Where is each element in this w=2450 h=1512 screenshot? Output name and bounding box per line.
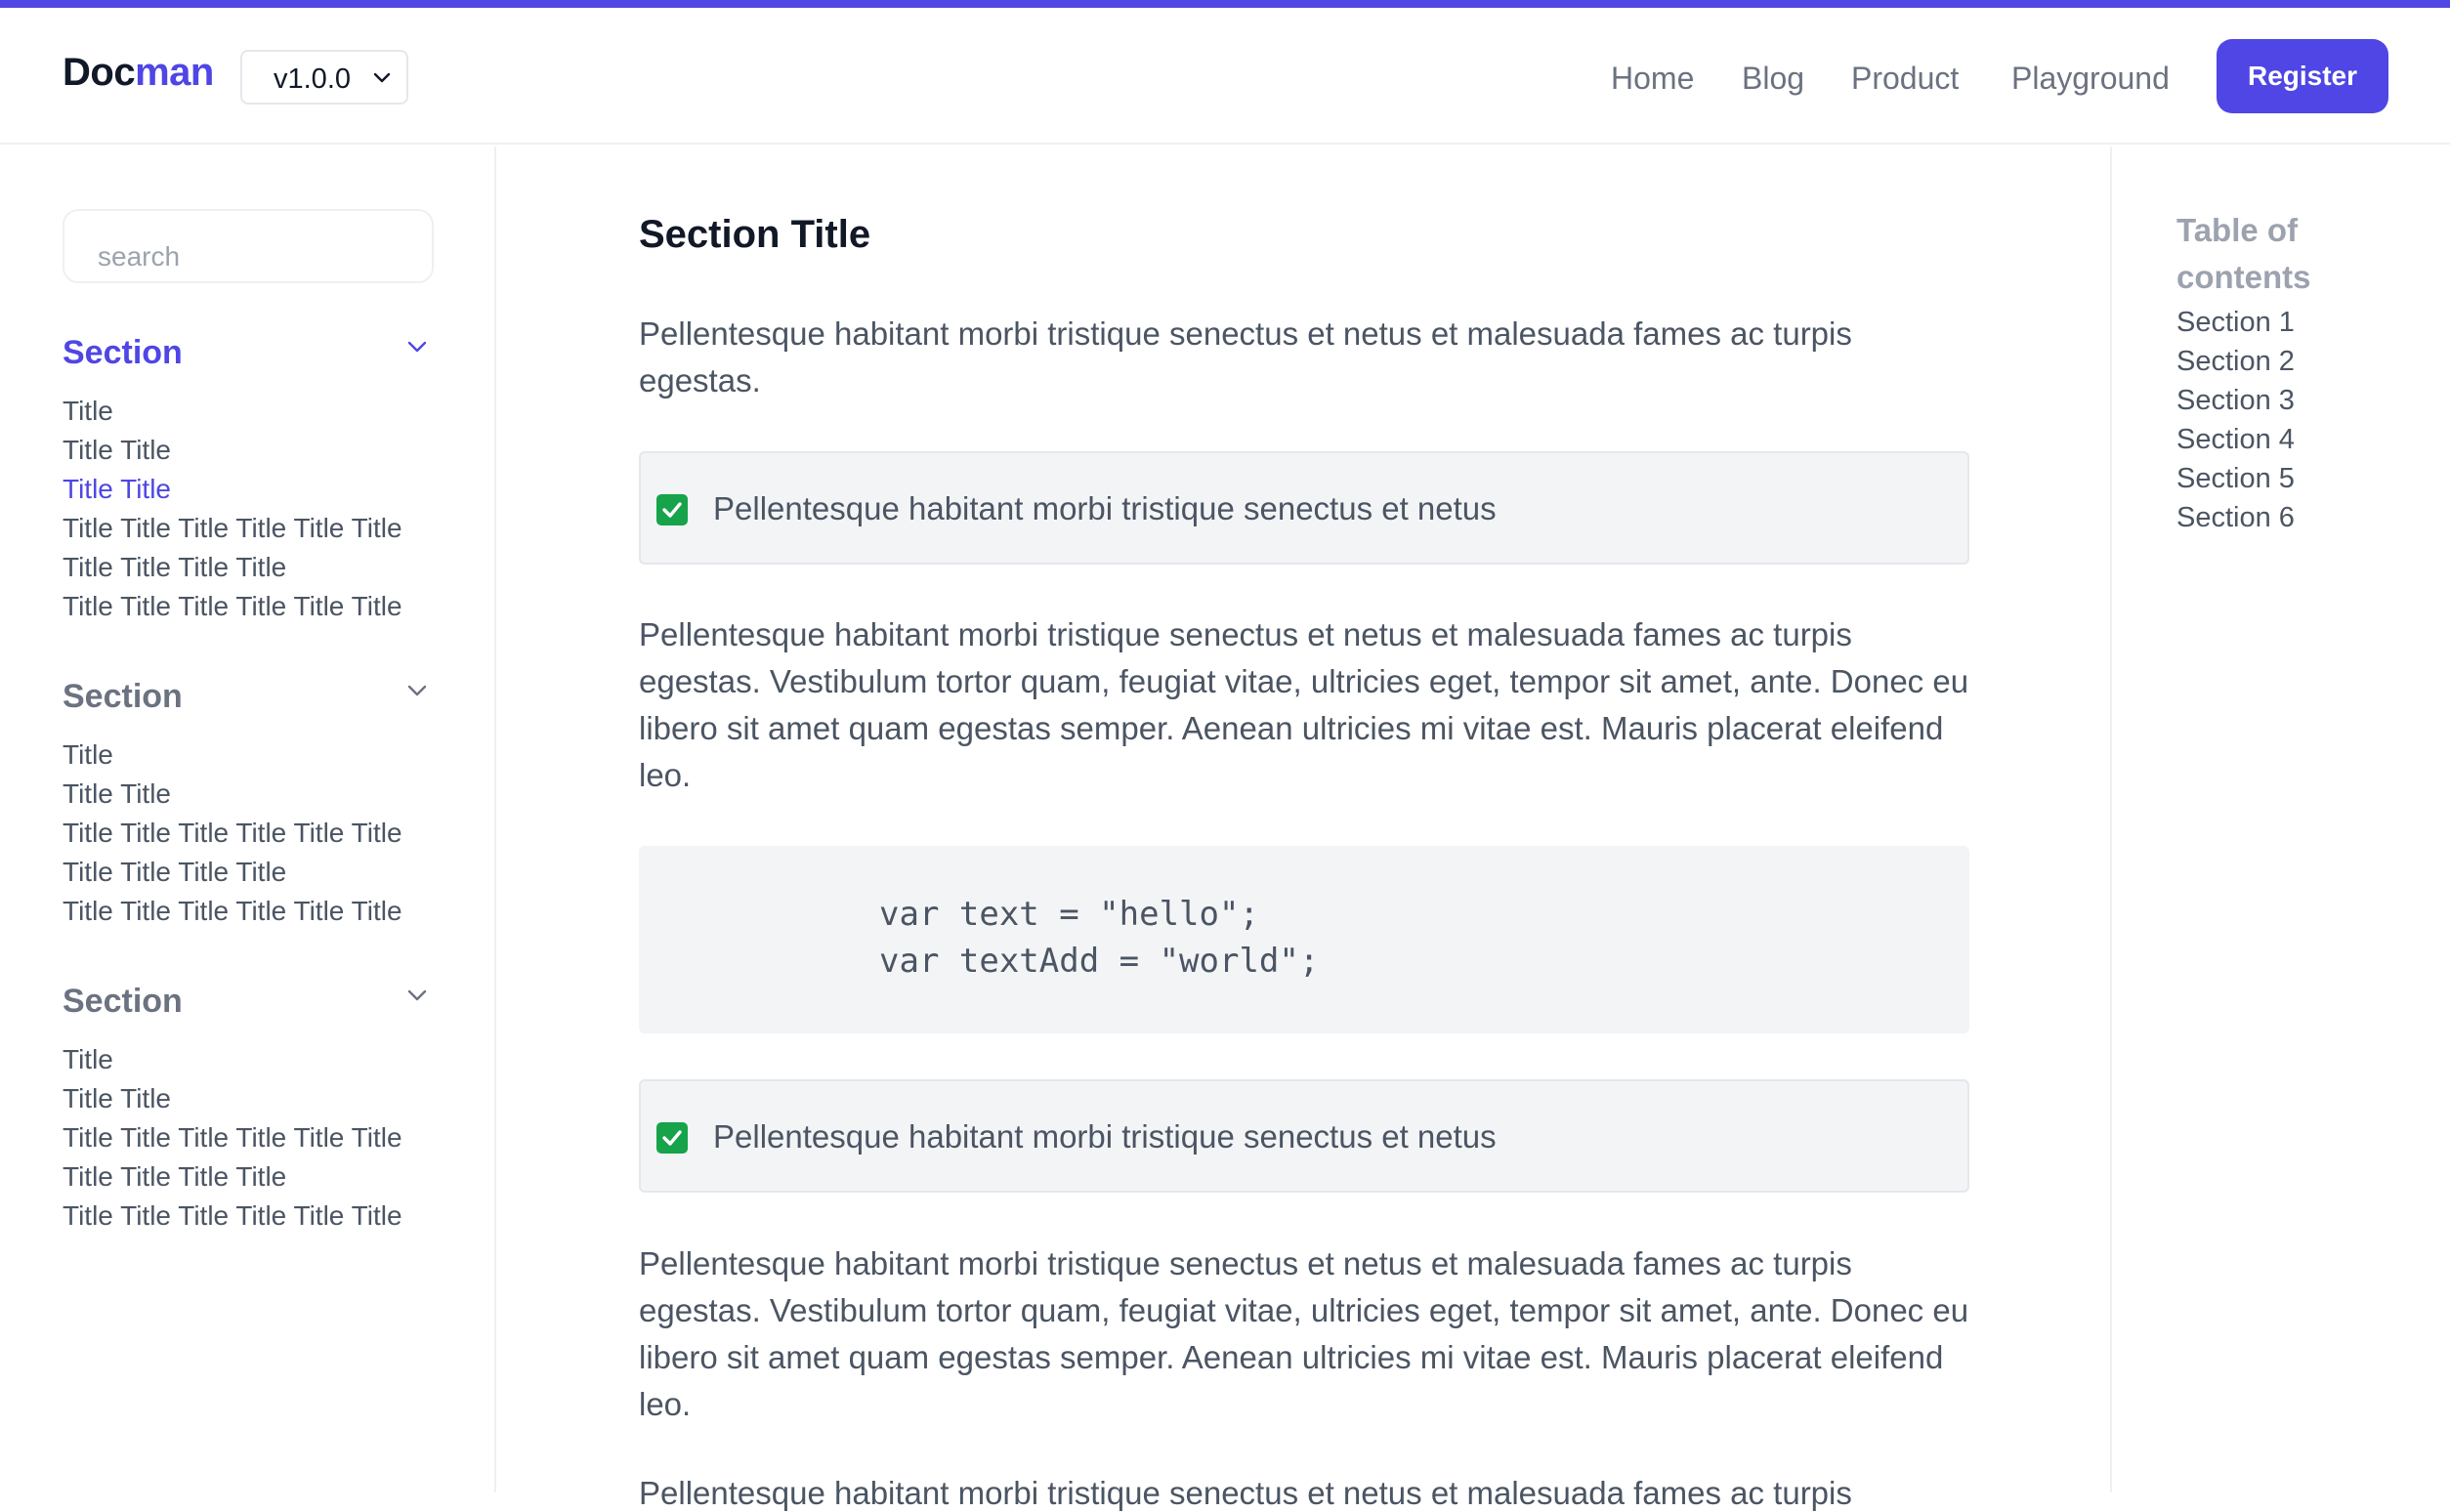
logo[interactable]	[63, 51, 214, 95]
search-input[interactable]	[63, 209, 434, 283]
sidebar-item[interactable]: Title	[63, 396, 113, 426]
body-paragraph-partial: Pellentesque habitant morbi tristique senectus et netus et malesuada fames ac turpis	[639, 1475, 1852, 1511]
toc-item-section-6[interactable]: Section 6	[2176, 502, 2295, 533]
sidebar-item[interactable]: Title Title Title Title	[63, 857, 287, 887]
intro-paragraph: Pellentesque habitant morbi tristique senectus et netus et malesuada fames ac turpis egestas.	[639, 315, 1852, 399]
sidebar-item[interactable]: Title	[63, 739, 113, 770]
sidebar-item[interactable]: Title Title Title Title Title Title	[63, 1122, 402, 1153]
chevron-down-icon[interactable]	[402, 676, 432, 705]
table-of-contents	[2110, 147, 2450, 1492]
sidebar-item[interactable]: Title Title Title Title Title Title	[63, 896, 402, 926]
sidebar-section-2-header[interactable]: Section	[63, 678, 183, 715]
nav-playground[interactable]: Playground	[2011, 61, 2170, 96]
callout-box	[639, 1079, 1969, 1193]
version-select[interactable]	[240, 50, 408, 105]
sidebar-item[interactable]: Title Title Title Title Title Title	[63, 591, 402, 621]
sidebar	[0, 147, 496, 1492]
page-title: Section Title	[639, 213, 871, 256]
register-button[interactable]: Register	[2217, 39, 2388, 113]
toc-item-section-1[interactable]: Section 1	[2176, 307, 2295, 338]
callout-text: Pellentesque habitant morbi tristique senectus et netus	[713, 490, 1497, 526]
body-paragraph: Pellentesque habitant morbi tristique senectus et netus et malesuada fames ac turpis egestas. Vestibulum tortor quam, feugiat vitae, ultricies eget, tempor sit amet, ante. Donec eu libero sit amet quam egestas semper. Aenean ultricies mi vitae est. Mauris placerat eleifend leo.	[639, 1245, 1969, 1422]
sidebar-item-active[interactable]: Title Title	[63, 474, 171, 504]
check-icon	[656, 1122, 688, 1154]
sidebar-item[interactable]: Title Title Title Title Title Title	[63, 513, 402, 543]
sidebar-item[interactable]: Title Title Title Title	[63, 552, 287, 582]
code-line: var textAdd = "world";	[879, 942, 1320, 981]
chevron-down-icon[interactable]	[402, 332, 432, 361]
toc-item-section-4[interactable]: Section 4	[2176, 424, 2295, 455]
toc-title: Table of contents	[2176, 212, 2311, 295]
code-block	[639, 846, 1969, 1033]
sidebar-item[interactable]: Title	[63, 1044, 113, 1074]
sidebar-section-1-header[interactable]: Section	[63, 334, 183, 371]
sidebar-item[interactable]: Title Title Title Title	[63, 1161, 287, 1192]
callout-text: Pellentesque habitant morbi tristique senectus et netus	[713, 1118, 1497, 1155]
check-icon	[656, 494, 688, 525]
code-line: var text = "hello";	[879, 895, 1259, 934]
body-paragraph: Pellentesque habitant morbi tristique senectus et netus et malesuada fames ac turpis egestas. Vestibulum tortor quam, feugiat vitae, ultricies eget, tempor sit amet, ante. Donec eu libero sit amet quam egestas semper. Aenean ultricies mi vitae est. Mauris placerat eleifend leo.	[639, 616, 1969, 793]
chevron-down-icon[interactable]	[402, 981, 432, 1010]
top-accent-bar	[0, 0, 2450, 8]
sidebar-item[interactable]: Title Title	[63, 1083, 171, 1113]
sidebar-item[interactable]: Title Title Title Title Title Title	[63, 818, 402, 848]
sidebar-section-3-header[interactable]: Section	[63, 983, 183, 1020]
sidebar-item[interactable]: Title Title	[63, 778, 171, 809]
logo-text-man: man	[135, 51, 214, 94]
version-value: v1.0.0	[274, 63, 351, 95]
logo-text-doc: Doc	[63, 51, 136, 94]
top-navbar	[0, 8, 2450, 145]
chevron-down-icon	[367, 63, 397, 93]
sidebar-item[interactable]: Title Title	[63, 435, 171, 465]
nav-product[interactable]: Product	[1851, 61, 1960, 96]
sidebar-item[interactable]: Title Title Title Title Title Title	[63, 1200, 402, 1231]
toc-item-section-2[interactable]: Section 2	[2176, 346, 2295, 377]
callout-box	[639, 451, 1969, 565]
nav-home[interactable]: Home	[1611, 61, 1695, 96]
nav-blog[interactable]: Blog	[1742, 61, 1805, 96]
toc-item-section-5[interactable]: Section 5	[2176, 463, 2295, 494]
toc-item-section-3[interactable]: Section 3	[2176, 385, 2295, 416]
